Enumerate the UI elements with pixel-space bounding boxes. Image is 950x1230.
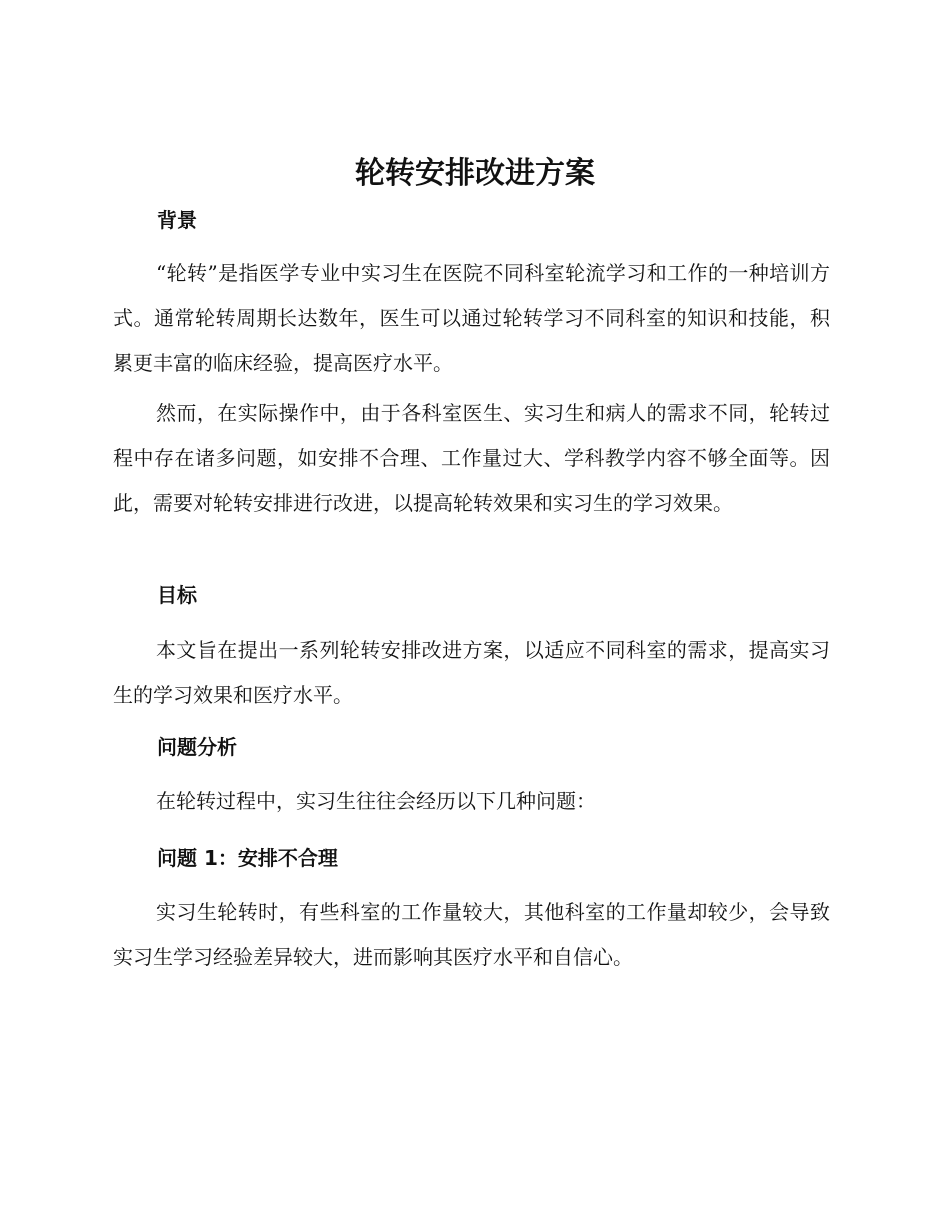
section-heading-problem-analysis: 问题分析 <box>157 735 237 759</box>
document-title: 轮转安排改进方案 <box>355 156 595 191</box>
paragraph-problem-analysis: 在轮转过程中，实习生往往会经历以下几种问题： <box>156 789 596 813</box>
section-heading-problem-1: 问题 1：安排不合理 <box>157 846 338 870</box>
paragraph-problem-1: 实习生轮转时，有些科室的工作量较大，其他科室的工作量却较少，会导致实习生学习经验差异较大，进而影响其医疗水平和自信心。 <box>113 900 830 969</box>
paragraph-goal: 本文旨在提出一系列轮转安排改进方案，以适应不同科室的需求，提高实习生的学习效果和医疗水平。 <box>113 638 830 707</box>
section-heading-goal: 目标 <box>157 583 197 607</box>
section-heading-background: 背景 <box>157 208 197 232</box>
paragraph-background-2: 然而，在实际操作中，由于各科室医生、实习生和病人的需求不同，轮转过程中存在诸多问题，如安排不合理、工作量过大、学科教学内容不够全面等。因此，需要对轮转安排进行改进，以提高轮转效果和实习生的学习效果。 <box>113 401 830 515</box>
paragraph-background-1: “轮转”是指医学专业中实习生在医院不同科室轮流学习和工作的一种培训方式。通常轮转周期长达数年，医生可以通过轮转学习不同科室的知识和技能，积累更丰富的临床经验，提高医疗水平。 <box>113 261 830 375</box>
